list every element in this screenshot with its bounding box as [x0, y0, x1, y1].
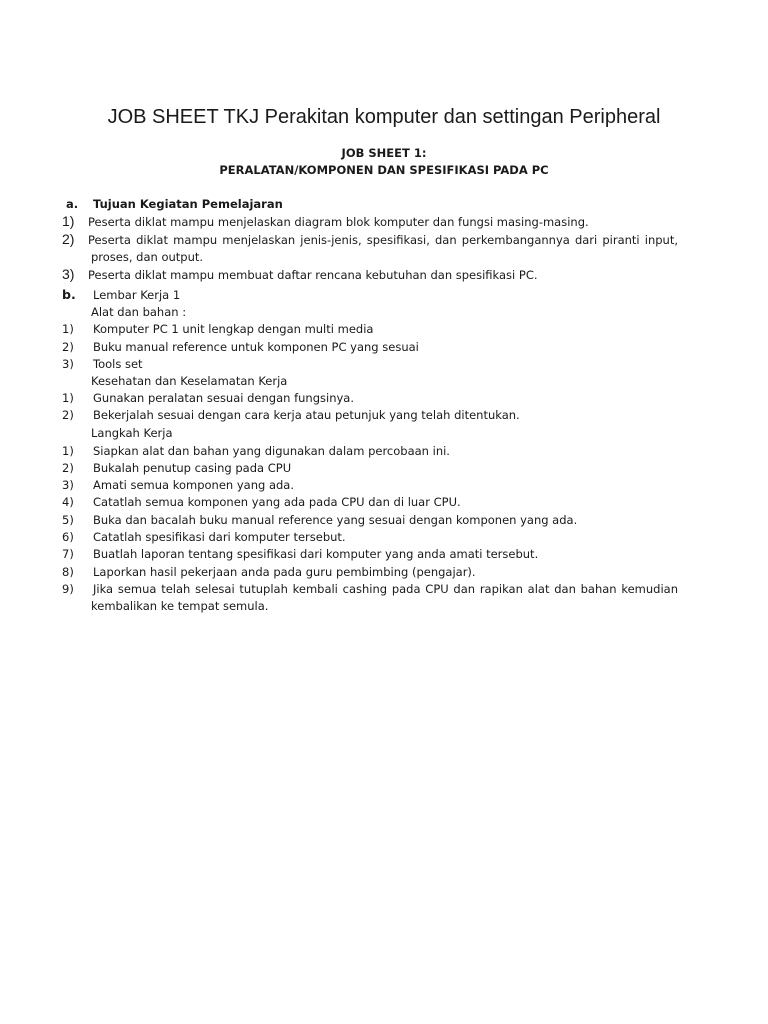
list-item-text: Peserta diklat mampu menjelaskan diagram blok komputer dan fungsi masing-masing. — [88, 215, 589, 229]
list-number: 7) — [62, 547, 74, 561]
list-number: 1) — [62, 391, 74, 405]
list-number: 5) — [62, 513, 74, 527]
list-number: 1) — [62, 213, 75, 229]
list-item-text: Tools set — [93, 357, 143, 371]
list-number: 2) — [62, 408, 74, 422]
langkah-item-9-continuation: kembalikan ke tempat semula. — [91, 599, 269, 613]
list-number: 9) — [62, 582, 74, 596]
list-item-text: Komputer PC 1 unit lengkap dengan multi media — [93, 322, 374, 336]
document-title: JOB SHEET TKJ Perakitan komputer dan settingan Peripheral — [107, 106, 661, 128]
list-item-text: Jika semua telah selesai tutuplah kembali cashing pada CPU dan rapikan alat dan bahan kemudian — [93, 582, 678, 596]
list-number: 1) — [62, 322, 74, 336]
section-b-marker: b. — [62, 287, 76, 302]
section-a-marker: a. — [66, 197, 79, 211]
list-item-text: Bukalah penutup casing pada CPU — [93, 461, 292, 475]
list-item-text: Peserta diklat mampu membuat daftar rencana kebutuhan dan spesifikasi PC. — [88, 268, 538, 282]
list-number: 2) — [62, 231, 75, 247]
list-item-text: Catatlah spesifikasi dari komputer tersebut. — [93, 530, 346, 544]
list-number: 6) — [62, 530, 74, 544]
list-number: 2) — [62, 461, 74, 475]
section-b-heading: Lembar Kerja 1 — [93, 288, 181, 302]
list-item-text: Amati semua komponen yang ada. — [93, 478, 295, 492]
k3-heading: Kesehatan dan Keselamatan Kerja — [91, 374, 288, 388]
langkah-kerja-heading: Langkah Kerja — [91, 426, 173, 440]
sheet-label: JOB SHEET 1: — [341, 146, 427, 160]
list-number: 3) — [62, 266, 75, 282]
alat-bahan-heading: Alat dan bahan : — [91, 305, 187, 319]
list-number: 2) — [62, 340, 74, 354]
list-number: 1) — [62, 444, 74, 458]
list-item-text: Siapkan alat dan bahan yang digunakan dalam percobaan ini. — [93, 444, 450, 458]
list-number: 4) — [62, 495, 74, 509]
list-item-text: Gunakan peralatan sesuai dengan fungsinya. — [93, 391, 354, 405]
section-a-item-2-continuation: proses, dan output. — [91, 250, 204, 264]
list-item-text: Bekerjalah sesuai dengan cara kerja atau petunjuk yang telah ditentukan. — [93, 408, 520, 422]
list-number: 3) — [62, 357, 74, 371]
list-number: 8) — [62, 565, 74, 579]
list-item-text: Buka dan bacalah buku manual reference yang sesuai dengan komponen yang ada. — [93, 513, 578, 527]
list-item-text: Laporkan hasil pekerjaan anda pada guru pembimbing (pengajar). — [93, 565, 476, 579]
list-item-text: Buku manual reference untuk komponen PC yang sesuai — [93, 340, 419, 354]
section-a-heading: Tujuan Kegiatan Pemelajaran — [93, 197, 283, 211]
list-item-text: Catatlah semua komponen yang ada pada CPU dan di luar CPU. — [93, 495, 461, 509]
list-item-text: Buatlah laporan tentang spesifikasi dari komputer yang anda amati tersebut. — [93, 547, 539, 561]
sheet-subject: PERALATAN/KOMPONEN DAN SPESIFIKASI PADA PC — [219, 163, 549, 177]
list-number: 3) — [62, 478, 74, 492]
list-item-text: Peserta diklat mampu menjelaskan jenis-jenis, spesifikasi, dan perkembangannya dari piranti input, — [88, 233, 678, 247]
